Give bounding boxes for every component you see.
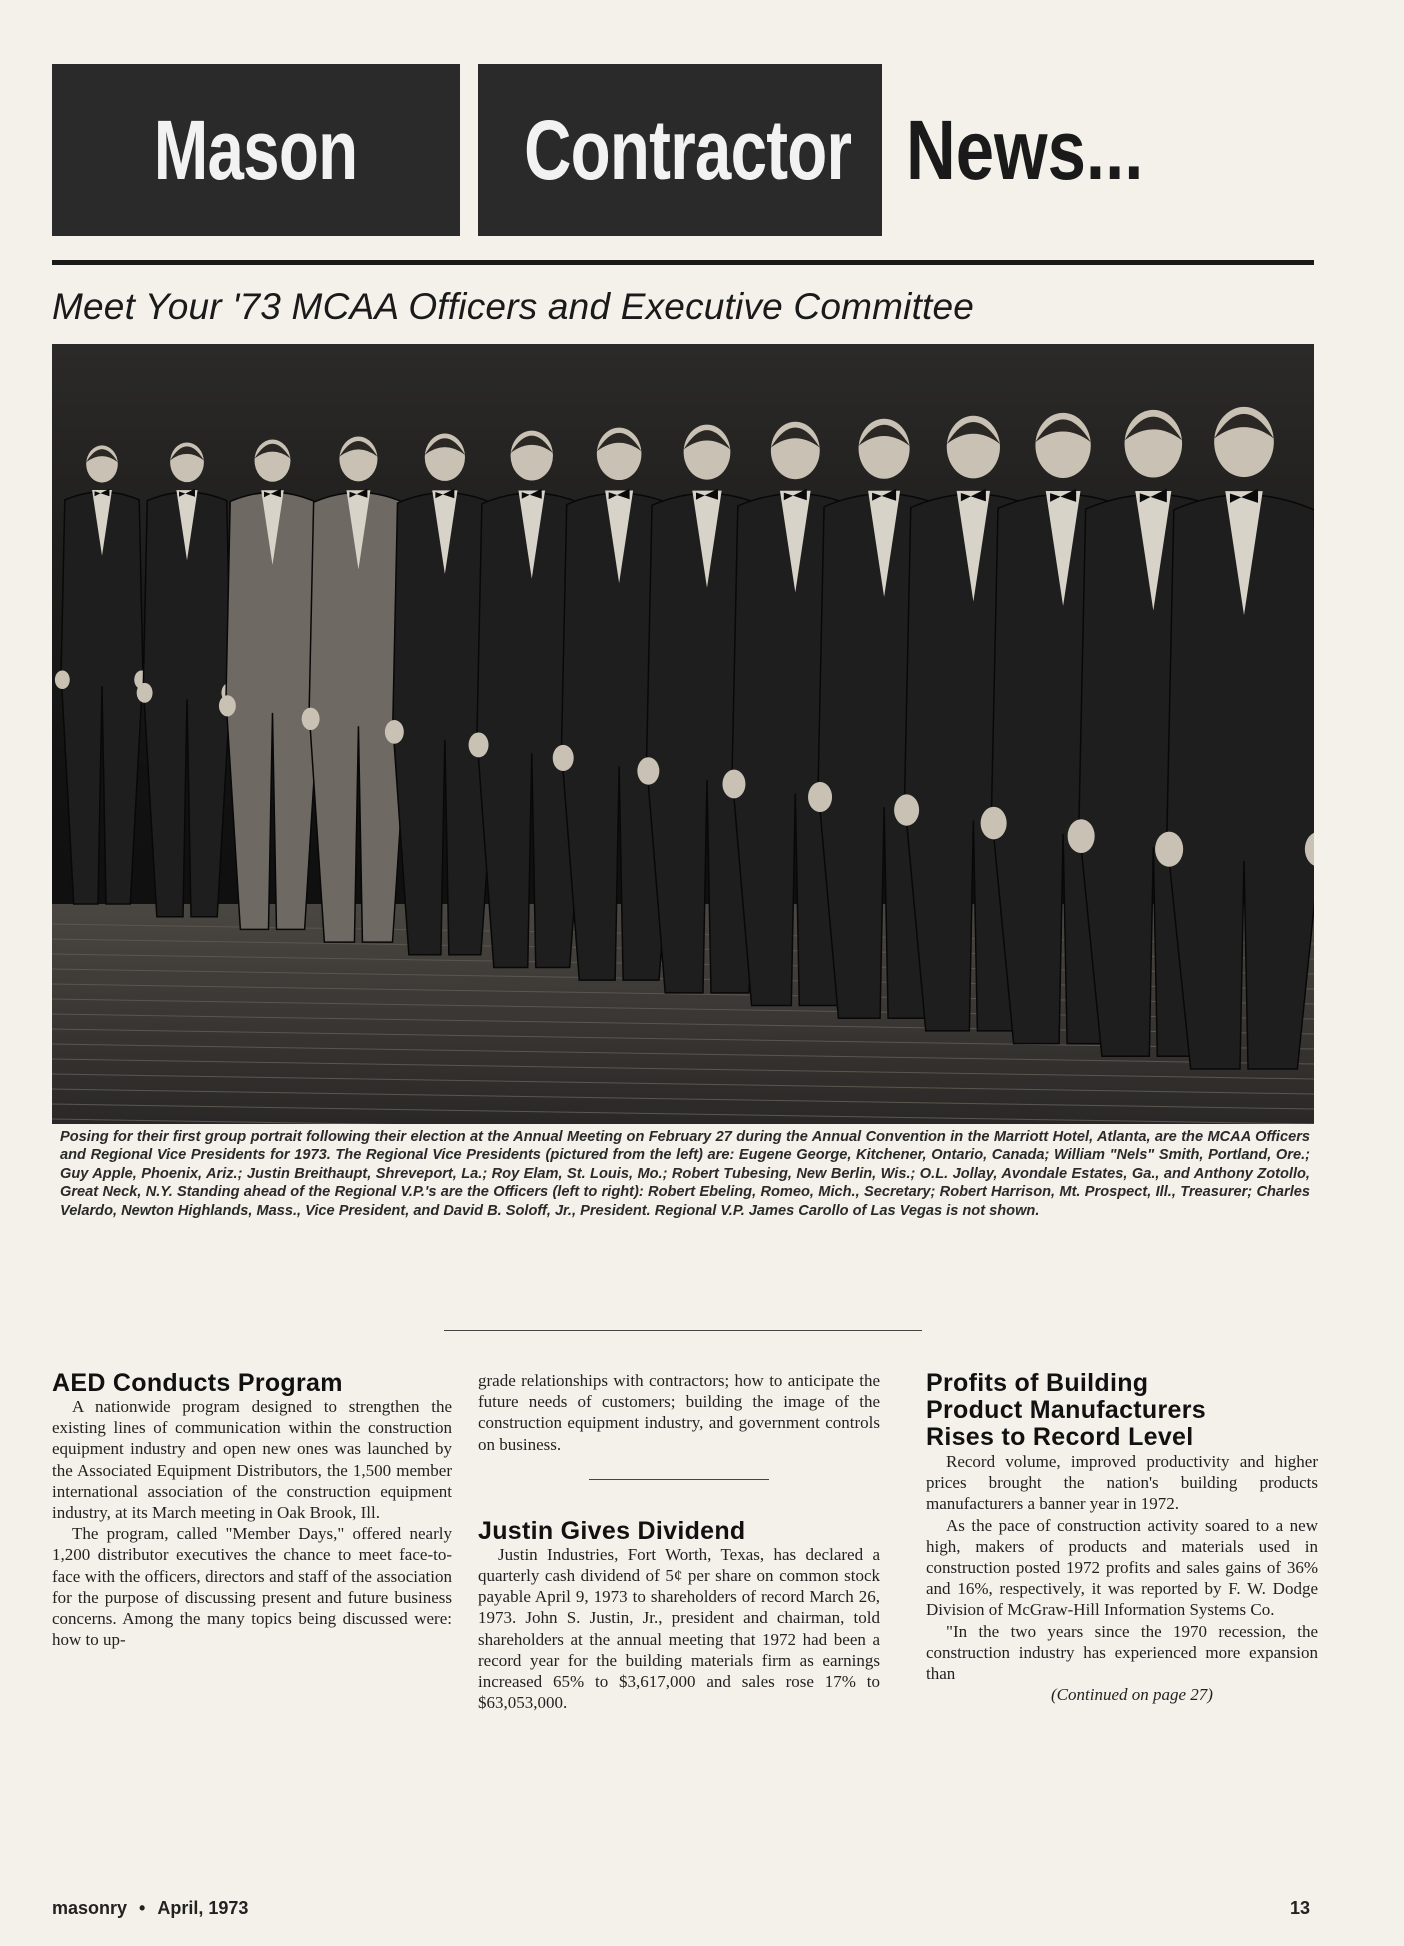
page-headline: Meet Your '73 MCAA Officers and Executive Committee [52,286,975,327]
footer-publication-name: masonry [52,1898,128,1918]
profits-paragraph-3: "In the two years since the 1970 recession, the construction industry has experienced more expansion than [926,1621,1318,1684]
person-hand [553,745,574,771]
person-hand [55,670,70,689]
masthead-mason [52,64,460,236]
group-photo [52,344,1314,1124]
caption-divider [444,1330,922,1331]
footer-bullet: • [139,1898,146,1918]
footer-publication [52,1898,248,1919]
person-hand [894,794,919,825]
column-2 [478,1370,880,1713]
article-title-profits-line2: Product Manufacturers [926,1396,1206,1424]
masthead-news [906,64,1195,236]
masthead-word-news: News... [906,103,1144,197]
article-title-profits-line1: Profits of Building [926,1369,1149,1397]
person-hand [219,695,236,716]
justin-paragraph-1: Justin Industries, Fort Worth, Texas, has declared a quarterly cash dividend of 5¢ per share on common stock payable April 9, 1973 to shareholders of record March 26, 1973. John S. Justin, Jr., president and chairman, told shareholders at the annual meeting that 1972 had been a record year for the building materials firm as earnings increased 65% to $3,617,000 and sales rose 17% to $63,053,000. [478,1544,880,1713]
masthead-word-mason: Mason [154,103,358,197]
person-hand [808,782,832,812]
person-hand [385,720,404,744]
person-hand [302,708,320,730]
profits-paragraph-2: As the pace of construction activity soared to a new high, makers of products and materials used in construction posted 1972 profits and sales gains of 36% and 16%, respectively, it was reported by F. W. Dodge Division of McGraw-Hill Information Systems Co. [926,1515,1318,1620]
column-1 [52,1370,452,1650]
person-hand [469,732,489,757]
article-title-aed: AED Conducts Program [52,1369,343,1397]
group-photo-illustration [52,344,1314,1124]
footer-date: April, 1973 [157,1898,249,1918]
article-title-justin: Justin Gives Dividend [478,1516,746,1545]
profits-paragraph-1: Record volume, improved productivity and higher prices brought the nation's building products manufacturers a banner year in 1972. [926,1452,1318,1514]
person-hand [981,807,1007,840]
continued-note: (Continued on page 27) [1051,1685,1213,1705]
photo-caption: Posing for their first group portrait following their election at the Annual Meeting on February 27 during the Annual Convention in the Marriott Hotel, Atlanta, are the MCAA Officers and Regional Vice Presidents for 1973. The Regional Vice Presidents (pictured from the left) are: Eugene George, Kitchener, Ontario, Canada; William "Nels" Smith, Portland, Ore.; Guy Apple, Phoenix, Ariz.; Justin Breithaupt, Shreveport, La.; Roy Elam, St. Louis, Mo.; Robert Tubesing, New Berlin, Wis.; O.L. Jollay, Avondale Estates, Ga., and Anthony Zotollo, Great Neck, N.Y. Standing ahead of the Regional V.P.'s are the Officers (left to right): Robert Ebeling, Romeo, Mich., Secretary; Robert Harrison, Mt. Prospect, Ill., Treasurer; Charles Velardo, Newton Highlands, Mass., Vice President, and David B. Soloff, Jr., President. Regional V.P. James Carollo of Las Vegas is not shown. [60,1129,1310,1219]
person-hand [637,757,659,784]
masthead-contractor [478,64,882,236]
column-3 [926,1370,1318,1705]
aed-paragraph-3: grade relationships with contractors; how to anticipate the future needs of customers; building the image of the construction equipment industry, and government controls on business. [478,1371,880,1454]
article-divider [589,1479,769,1480]
article-title-profits-line3: Rises to Record Level [926,1423,1194,1451]
person-hand [1068,819,1095,853]
aed-paragraph-2: The program, called "Member Days," offered nearly 1,200 distributor executives the chance to meet face-to-face with the officers, directors and staff of the association for the purpose of discussing present and future business concerns. Among the many topics being discussed were: how to up- [52,1524,452,1650]
page-number: 13 [1290,1898,1311,1918]
masthead [52,64,1152,236]
aed-paragraph-1: A nationwide program designed to strengthen the existing lines of communication within the construction equipment industry and open new ones was launched by the Associated Equipment Distributors, the 1,500 member international association of the construction equipment industry, at its March meeting in Oak Brook, Ill. [52,1397,452,1523]
person-hand [137,683,153,703]
top-divider [52,260,1314,265]
person-hand [1155,832,1183,867]
person-hand [722,770,745,799]
masthead-word-contractor: Contractor [524,103,852,197]
